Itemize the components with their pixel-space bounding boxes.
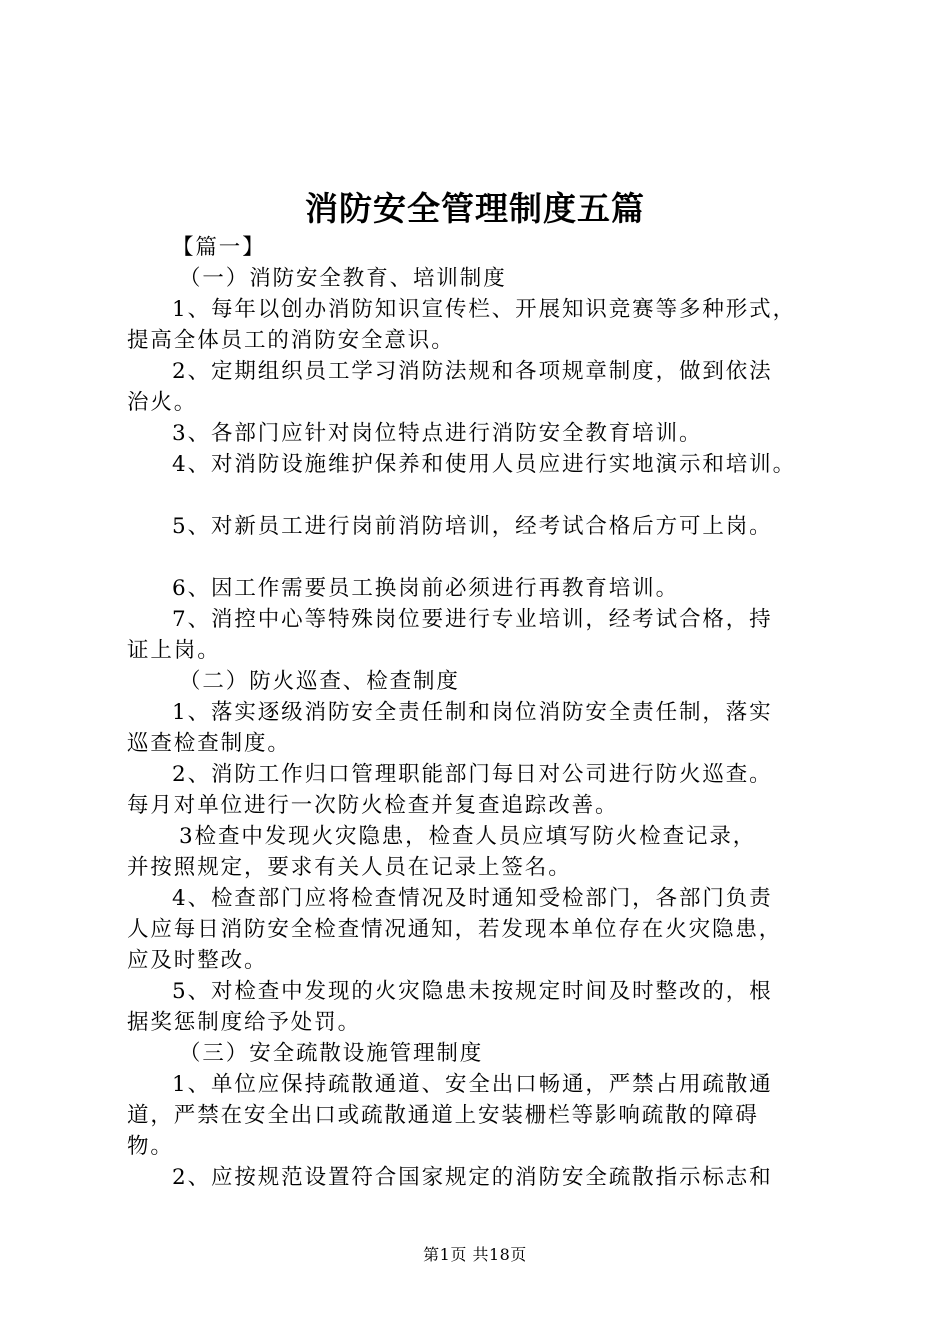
paragraph-line: 每月对单位进行一次防火检查并复查追踪改善。 <box>127 793 619 818</box>
paragraph-line: 7、消控中心等特殊岗位要进行专业培训，经考试合格，持 <box>172 607 773 632</box>
document-body <box>127 232 842 1193</box>
subsection-heading: （二）防火巡查、检查制度 <box>179 669 460 694</box>
paragraph-line: 人应每日消防安全检查情况通知，若发现本单位存在火灾隐患， <box>127 917 783 942</box>
paragraph-line: 1、单位应保持疏散通道、安全出口畅通，严禁占用疏散通 <box>172 1072 773 1097</box>
paragraph-line: 6、因工作需要员工换岗前必须进行再教育培训。 <box>172 576 679 601</box>
paragraph-line: 1、每年以创办消防知识宣传栏、开展知识竞赛等多种形式， <box>172 297 796 322</box>
subsection-heading: （一）消防安全教育、培训制度 <box>179 266 507 291</box>
paragraph-line: 治火。 <box>127 390 198 415</box>
paragraph-line: 1、落实逐级消防安全责任制和岗位消防安全责任制，落实 <box>172 700 773 725</box>
paragraph-line: 证上岗。 <box>127 638 221 663</box>
section-heading: 【篇一】 <box>172 235 266 260</box>
paragraph-line: 巡查检查制度。 <box>127 731 291 756</box>
page-title: 消防安全管理制度五篇 <box>305 189 645 228</box>
paragraph-line: 5、对检查中发现的火灾隐患未按规定时间及时整改的，根 <box>172 979 773 1004</box>
paragraph-line: 提高全体员工的消防安全意识。 <box>127 328 455 353</box>
paragraph-line: 4、检查部门应将检查情况及时通知受检部门，各部门负责 <box>172 886 773 911</box>
paragraph-line: 2、定期组织员工学习消防法规和各项规章制度，做到依法 <box>172 359 773 384</box>
paragraph-line: 并按照规定，要求有关人员在记录上签名。 <box>127 855 572 880</box>
paragraph-line: 据奖惩制度给予处罚。 <box>127 1010 362 1035</box>
paragraph-line: 3检查中发现火灾隐患，检查人员应填写防火检查记录， <box>179 824 757 849</box>
paragraph-line: 物。 <box>127 1134 174 1159</box>
paragraph-line: 2、消防工作归口管理职能部门每日对公司进行防火巡查。 <box>172 762 773 787</box>
paragraph-line: 4、对消防设施维护保养和使用人员应进行实地演示和培训。 <box>172 452 796 477</box>
paragraph-line: 应及时整改。 <box>127 948 268 973</box>
page-footer: 第1页 共18页 <box>423 1245 527 1264</box>
paragraph-line: 道，严禁在安全出口或疏散通道上安装栅栏等影响疏散的障碍 <box>127 1103 759 1128</box>
blank-line <box>127 480 842 511</box>
paragraph-line: 2、应按规范设置符合国家规定的消防安全疏散指示标志和 <box>172 1165 773 1190</box>
paragraph-line: 5、对新员工进行岗前消防培训，经考试合格后方可上岗。 <box>172 514 773 539</box>
paragraph-line: 3、各部门应针对岗位特点进行消防安全教育培训。 <box>172 421 703 446</box>
blank-line <box>127 542 842 573</box>
subsection-heading: （三）安全疏散设施管理制度 <box>179 1041 484 1066</box>
